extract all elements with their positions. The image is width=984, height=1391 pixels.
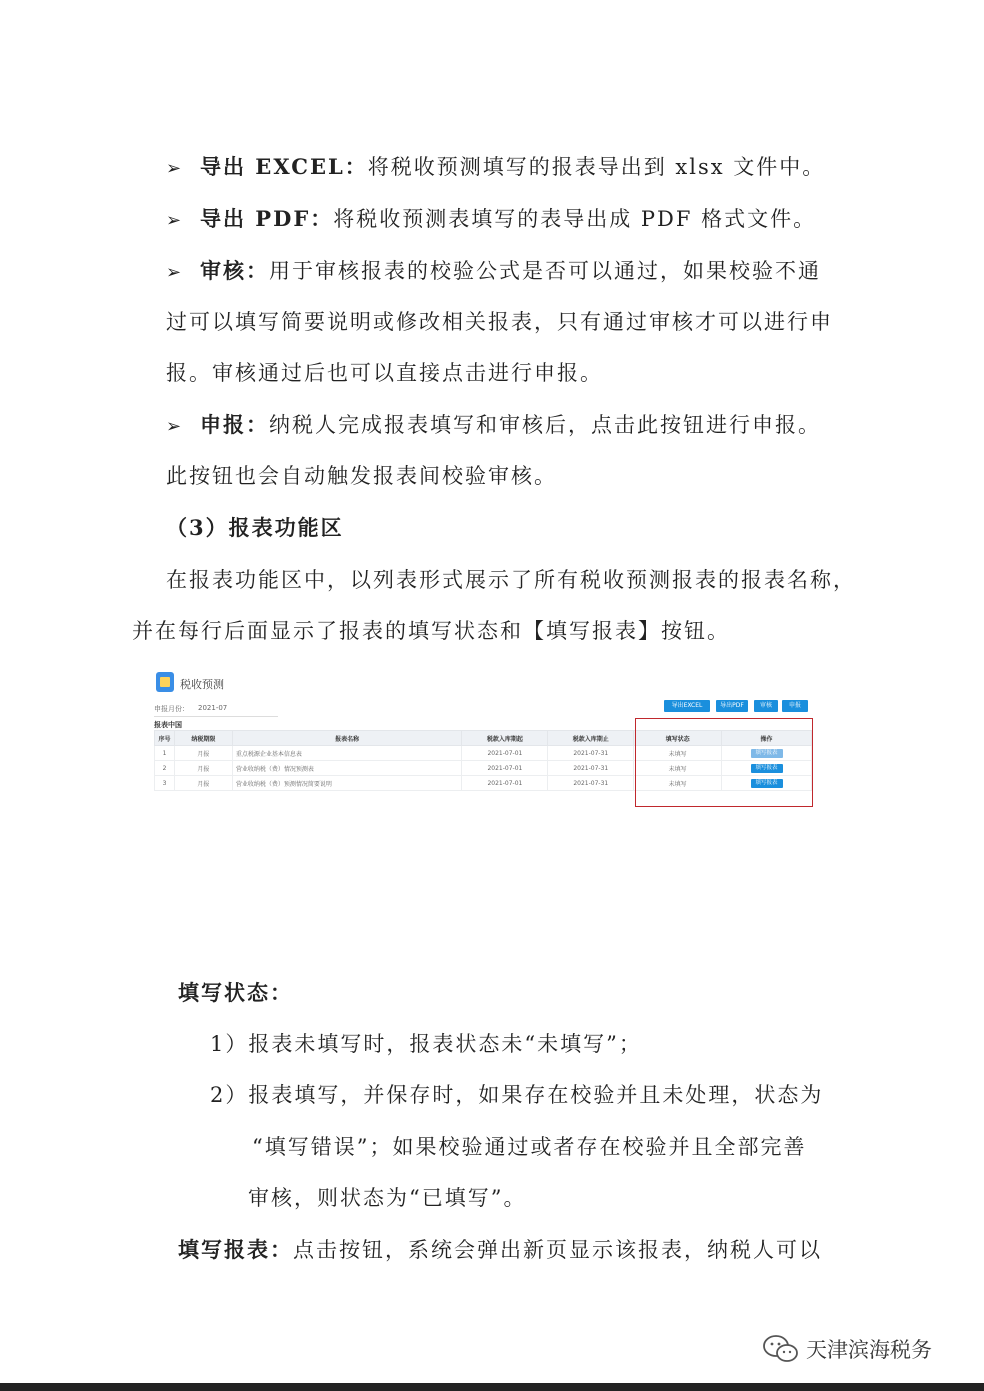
highlight-box bbox=[635, 718, 813, 807]
review-line-3: 报。审核通过后也可以直接点击进行申报。 bbox=[166, 361, 603, 385]
wechat-icon bbox=[762, 1334, 800, 1364]
status-heading: 填写状态： bbox=[178, 980, 293, 1005]
watermark bbox=[762, 1332, 932, 1366]
row-period: 月报 bbox=[174, 761, 232, 776]
status-item-2-line2: “填写错误”；如果校验通过或者存在校验并且全部完善 bbox=[252, 1135, 807, 1159]
status-item-1: 1）报表未填写时，报表状态未“未填写”； bbox=[210, 1032, 642, 1056]
fill-report-button[interactable]: 填写报表 bbox=[751, 764, 783, 773]
bottom-bar bbox=[0, 1383, 984, 1391]
row-number: 2 bbox=[155, 761, 175, 776]
fill-report-button[interactable]: 填写报表 bbox=[751, 749, 783, 758]
row-period: 月报 bbox=[174, 776, 232, 791]
section-heading: （3）报表功能区 bbox=[166, 515, 344, 540]
col-header: 操作 bbox=[722, 731, 812, 746]
period-underline bbox=[154, 716, 278, 717]
col-header: 税款入库期止 bbox=[548, 731, 634, 746]
status-item-2-line3: 审核，则状态为“已填写”。 bbox=[248, 1186, 527, 1210]
watermark-text: 天津滨海税务 bbox=[806, 1338, 932, 1362]
row-status: 未填写 bbox=[634, 776, 722, 791]
col-header: 纳税期限 bbox=[174, 731, 232, 746]
row-start: 2021-07-01 bbox=[462, 776, 548, 791]
arrow-bullet-icon: ➢ bbox=[166, 416, 184, 437]
row-report-name: 重点税源企业基本信息表 bbox=[232, 746, 462, 761]
row-status: 未填写 bbox=[634, 746, 722, 761]
report-section-title: 报表中国 bbox=[154, 721, 182, 729]
intro-line-1: 在报表功能区中，以列表形式展示了所有税收预测报表的报表名称， bbox=[166, 568, 856, 592]
arrow-bullet-icon: ➢ bbox=[166, 158, 184, 179]
tax-forecast-logo-icon bbox=[156, 672, 174, 692]
col-header: 序号 bbox=[155, 731, 175, 746]
export-pdf-button[interactable]: 导出PDF bbox=[716, 700, 748, 712]
col-header: 税款入库期起 bbox=[462, 731, 548, 746]
col-header: 报表名称 bbox=[232, 731, 462, 746]
bullet-review: ➢ 审核：用于审核报表的校验公式是否可以通过，如果校验不通 bbox=[166, 256, 821, 288]
declare-line-2: 此按钮也会自动触发报表间校验审核。 bbox=[166, 464, 557, 488]
app-title: 税收预测 bbox=[180, 678, 224, 691]
row-report-name: 营业收纳税（费）预测情况简要说明 bbox=[232, 776, 462, 791]
declare-button[interactable]: 申报 bbox=[782, 700, 808, 712]
intro-line-2: 并在每行后面显示了报表的填写状态和【填写报表】按钮。 bbox=[132, 619, 730, 643]
status-item-2: 2）报表填写，并保存时，如果存在校验并且未处理，状态为 bbox=[210, 1083, 824, 1107]
arrow-bullet-icon: ➢ bbox=[166, 262, 184, 283]
row-start: 2021-07-01 bbox=[462, 746, 548, 761]
row-end: 2021-07-31 bbox=[548, 776, 634, 791]
period-label: 申报月份： bbox=[154, 705, 189, 713]
review-line-2: 过可以填写简要说明或修改相关报表，只有通过审核才可以进行申 bbox=[166, 310, 833, 334]
fill-report-button[interactable]: 填写报表 bbox=[751, 779, 783, 788]
review-button[interactable]: 审核 bbox=[754, 700, 778, 712]
bullet-declare: ➢ 申报：纳税人完成报表填写和审核后，点击此按钮进行申报。 bbox=[166, 410, 821, 442]
row-number: 3 bbox=[155, 776, 175, 791]
arrow-bullet-icon: ➢ bbox=[166, 210, 184, 231]
row-end: 2021-07-31 bbox=[548, 746, 634, 761]
row-status: 未填写 bbox=[634, 761, 722, 776]
row-number: 1 bbox=[155, 746, 175, 761]
col-header: 填写状态 bbox=[634, 731, 722, 746]
period-value[interactable]: 2021-07 bbox=[198, 704, 228, 712]
export-excel-button[interactable]: 导出EXCEL bbox=[664, 700, 710, 712]
row-report-name: 营业收纳税（费）情况预测表 bbox=[232, 761, 462, 776]
fill-report-paragraph: 填写报表：点击按钮，系统会弹出新页显示该报表，纳税人可以 bbox=[178, 1237, 822, 1262]
row-start: 2021-07-01 bbox=[462, 761, 548, 776]
row-period: 月报 bbox=[174, 746, 232, 761]
bullet-export-pdf: ➢ 导出 PDF：将税收预测表填写的表导出成 PDF 格式文件。 bbox=[166, 204, 816, 236]
bullet-export-excel: ➢ 导出 EXCEL：将税收预测填写的报表导出到 xlsx 文件中。 bbox=[166, 152, 825, 184]
row-end: 2021-07-31 bbox=[548, 761, 634, 776]
